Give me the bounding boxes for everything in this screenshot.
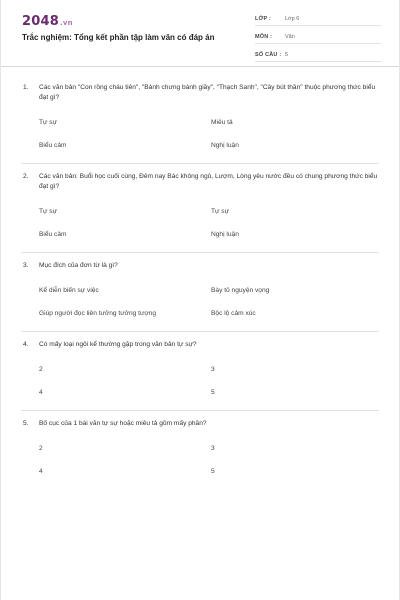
question-list <box>1 67 399 483</box>
question-text: Bố cục của 1 bài văn tự sự hoặc miêu tả gồm mấy phần? <box>39 420 207 427</box>
answer-option[interactable]: 3 <box>211 445 215 452</box>
answer-option[interactable]: Nghị luận <box>211 231 239 238</box>
meta-value: Lớp 6 <box>285 16 300 22</box>
meta-label: SỐ CÂU : <box>255 52 282 58</box>
meta-row-subject <box>255 31 381 44</box>
divider <box>21 163 379 164</box>
question-text: Các văn bản: Buổi học cuối cùng, Đêm nay Bác không ngủ, Lượm, Lòng yêu nước đều có chung phương thức biểu đạt gì? <box>39 173 378 190</box>
question-text: Có mấy loại ngôi kể thường gặp trong văn bản tự sự? <box>39 341 197 348</box>
logo-text: 2048 <box>22 14 59 29</box>
meta-row-count <box>255 49 381 62</box>
question-number: 1. <box>23 84 29 91</box>
question-text: Mục đích của đơn từ là gì? <box>39 262 118 269</box>
answer-option[interactable]: 5 <box>211 389 215 396</box>
answer-option[interactable]: 4 <box>39 468 43 475</box>
answer-option[interactable]: 4 <box>39 389 43 396</box>
quiz-meta <box>255 13 381 67</box>
meta-label: MÔN : <box>255 34 273 40</box>
logo-suffix: .vn <box>59 19 73 27</box>
question-text: Các văn bản "Con rồng cháu tiên", "Bánh chưng bánh giầy", "Thạch Sanh", "Cây bút thần" thuộc phương thức biểu đạt gì? <box>39 84 376 101</box>
question-number: 2. <box>23 173 29 180</box>
meta-row-class <box>255 13 381 26</box>
answer-option[interactable]: Nghị luận <box>211 142 239 149</box>
answer-option[interactable]: Kể diễn biến sự việc <box>39 287 99 294</box>
page-header <box>1 0 399 67</box>
answer-option[interactable]: Biểu cảm <box>39 142 67 149</box>
answer-option[interactable]: Miêu tả <box>211 119 233 126</box>
answer-options <box>39 279 379 325</box>
question-number: 4. <box>23 341 29 348</box>
answer-options <box>39 200 379 246</box>
answer-option[interactable]: Tự sự <box>39 119 57 126</box>
answer-option[interactable]: Bộc lộ cảm xúc <box>211 310 256 317</box>
question-5 <box>23 419 379 483</box>
question-1 <box>23 83 379 157</box>
meta-label: LỚP : <box>255 16 271 22</box>
question-number: 5. <box>23 420 29 427</box>
answer-option[interactable]: Bày tỏ nguyện vọng <box>211 287 270 294</box>
answer-option[interactable]: 5 <box>211 468 215 475</box>
answer-option[interactable]: 3 <box>211 366 215 373</box>
question-3 <box>23 261 379 325</box>
answer-options <box>39 358 379 404</box>
answer-option[interactable]: Biểu cảm <box>39 231 67 238</box>
answer-options <box>39 437 379 483</box>
question-number: 3. <box>23 262 29 269</box>
answer-option[interactable]: 2 <box>39 366 43 373</box>
meta-value: Văn <box>285 34 295 40</box>
page-title: Trắc nghiệm: Tổng kết phần tập làm văn có đáp án <box>22 33 215 42</box>
site-logo[interactable] <box>22 14 73 29</box>
answer-option[interactable]: 2 <box>39 445 43 452</box>
answer-options <box>39 111 379 157</box>
answer-option[interactable]: Tự sự <box>39 208 57 215</box>
meta-value: 5 <box>285 52 289 58</box>
divider <box>21 252 379 253</box>
divider <box>21 331 379 332</box>
question-4 <box>23 340 379 404</box>
answer-option[interactable]: Giúp người đọc liên tưởng tưởng tượng <box>39 310 157 317</box>
question-2 <box>23 172 379 246</box>
answer-option[interactable]: Tự sự <box>211 208 229 215</box>
divider <box>21 410 379 411</box>
